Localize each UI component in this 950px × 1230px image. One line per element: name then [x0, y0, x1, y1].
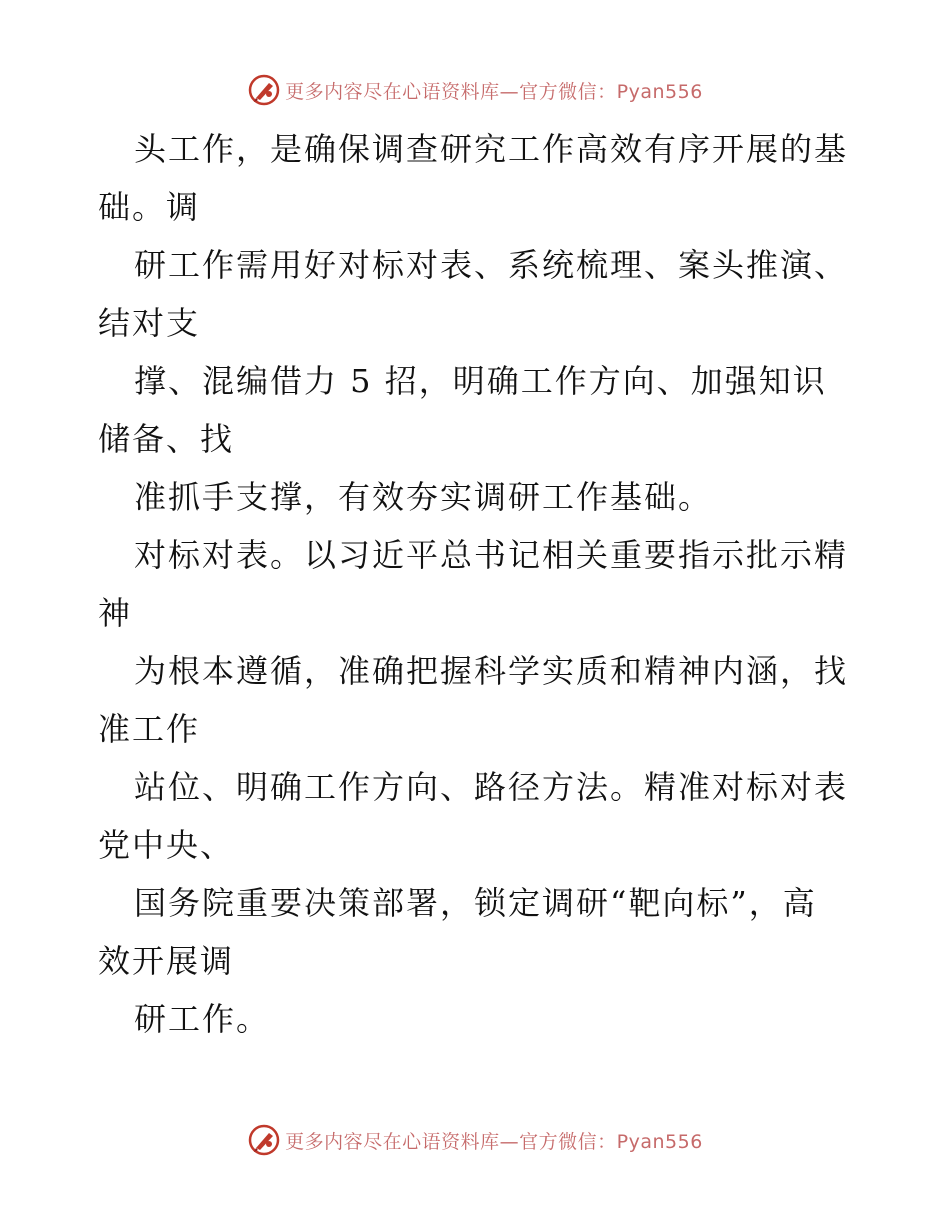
- footer-watermark: [0, 1120, 950, 1160]
- pen-nib-logo-icon: [247, 73, 281, 107]
- text-line: 站位、明确工作方向、路径方法。精准对标对表: [134, 768, 849, 806]
- text-line: 对标对表。以习近平总书记相关重要指示批示精: [134, 536, 849, 574]
- text-line: 研工作。: [134, 1000, 271, 1038]
- watermark-text: 更多内容尽在心语资料库—官方微信：Pyan556: [285, 80, 703, 103]
- header-watermark: [0, 70, 950, 110]
- text-line: 研工作需用好对标对表、系统梳理、案头推演、: [134, 246, 849, 284]
- text-line: 国务院重要决策部署，锁定调研“靶向标”，高: [134, 884, 817, 922]
- watermark-text: 更多内容尽在心语资料库—官方微信：Pyan556: [285, 1130, 703, 1153]
- text-line: 结对支: [98, 304, 201, 342]
- text-line: 头工作，是确保调查研究工作高效有序开展的基: [134, 130, 849, 168]
- text-line: 储备、找: [98, 420, 235, 458]
- text-line: 效开展调: [98, 942, 235, 980]
- text-line: 撑、混编借力 5 招，明确工作方向、加强知识: [134, 362, 827, 400]
- text-line: 党中央、: [98, 826, 235, 864]
- text-line: 为根本遵循，准确把握科学实质和精神内涵，找: [134, 652, 849, 690]
- text-line: 准抓手支撑，有效夯实调研工作基础。: [134, 478, 713, 516]
- text-line: 准工作: [98, 710, 201, 748]
- text-line: 神: [98, 594, 133, 632]
- document-body: [98, 120, 858, 1048]
- pen-nib-logo-icon: [247, 1123, 281, 1157]
- text-line: 础。调: [98, 188, 201, 226]
